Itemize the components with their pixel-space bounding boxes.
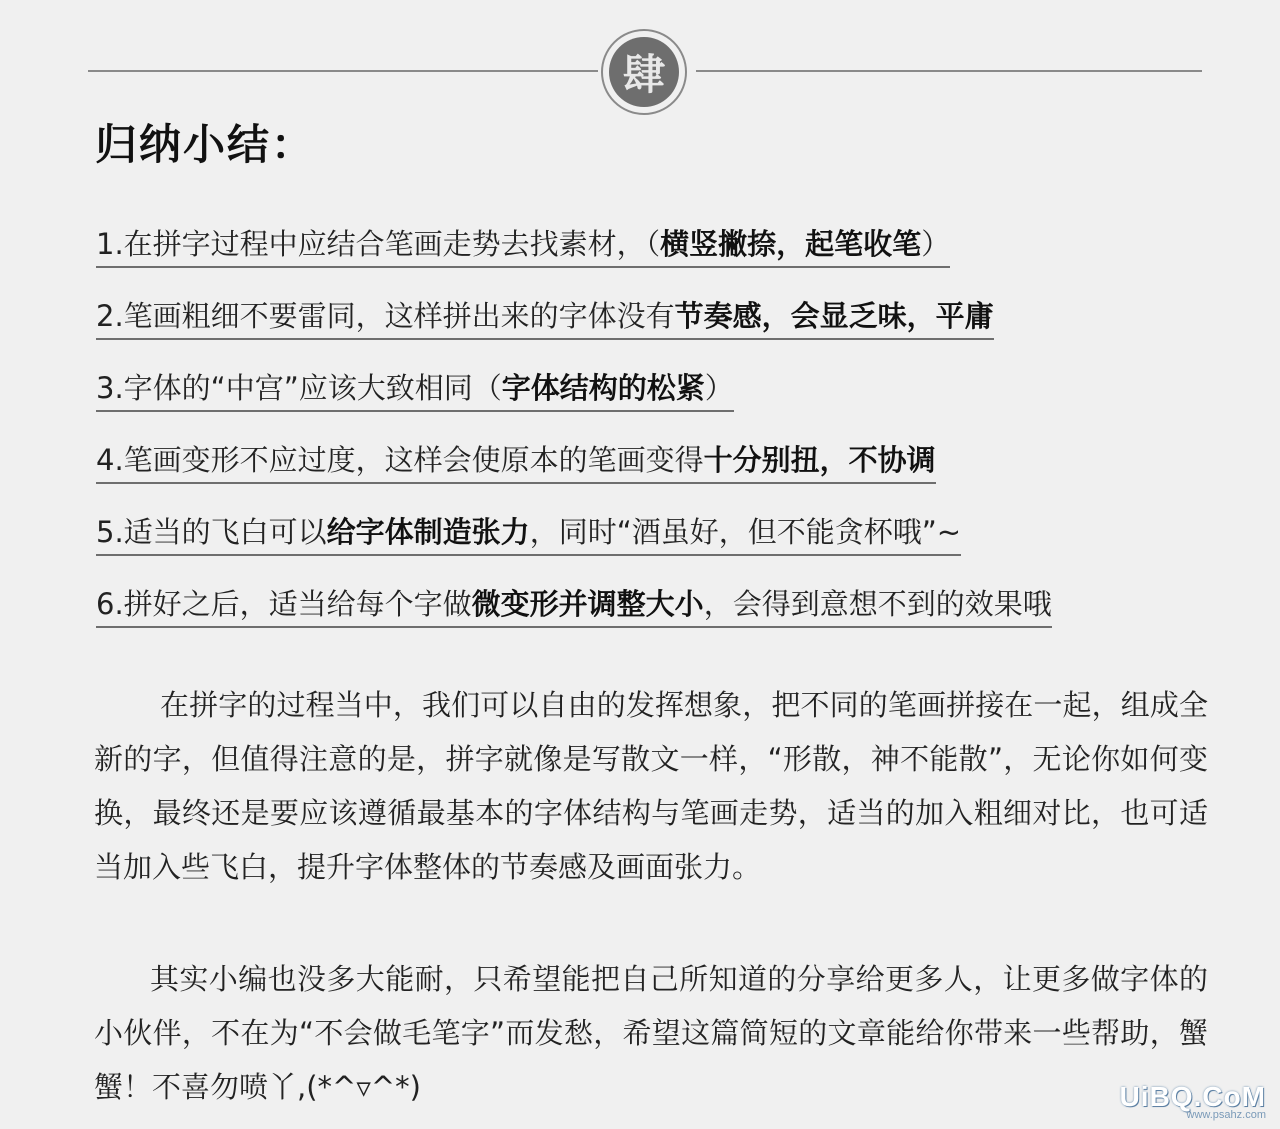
section-emblem: [601, 29, 687, 115]
header-divider-right: [696, 70, 1202, 72]
summary-item: 1.在拼字过程中应结合笔画走势去找素材，（横竖撇捺，起笔收笔）: [96, 226, 950, 268]
watermark-logo: UiBQ.CoM: [1119, 1081, 1266, 1112]
summary-item: 3.字体的“中宫”应该大致相同（字体结构的松紧）: [96, 370, 734, 412]
header-divider-left: [88, 70, 598, 72]
body-paragraph-2: 其实小编也没多大能耐，只希望能把自己所知道的分享给更多人，让更多做字体的小伙伴，不在为“不会做毛笔字”而发愁，希望这篇简短的文章能给你带来一些帮助，蟹蟹！不喜勿喷丫,(*^▿^*): [94, 962, 1208, 1104]
emblem-glyph: 肆: [609, 37, 679, 107]
summary-item: 2.笔画粗细不要雷同，这样拼出来的字体没有节奏感，会显乏味，平庸: [96, 298, 994, 340]
body-paragraph-1: 在拼字的过程当中，我们可以自由的发挥想象，把不同的笔画拼接在一起，组成全新的字，但值得注意的是，拼字就像是写散文一样，“形散，神不能散”，无论你如何变换，最终还是要应该遵循最基本的字体结构与笔画走势，适当的加入粗细对比，也可适当加入些飞白，提升字体整体的节奏感及画面张力。: [94, 688, 1208, 884]
summary-item: 4.笔画变形不应过度，这样会使原本的笔画变得十分别扭，不协调: [96, 442, 936, 484]
summary-list: [96, 226, 1216, 658]
section-title: 归纳小结：: [95, 120, 316, 169]
summary-item: 5.适当的飞白可以给字体制造张力，同时“酒虽好，但不能贪杯哦”~: [96, 514, 961, 556]
site-watermark: [1120, 1081, 1266, 1121]
watermark-url: www.psahz.com: [1186, 1109, 1266, 1121]
summary-item: 6.拼好之后，适当给每个字做微变形并调整大小，会得到意想不到的效果哦: [96, 586, 1052, 628]
